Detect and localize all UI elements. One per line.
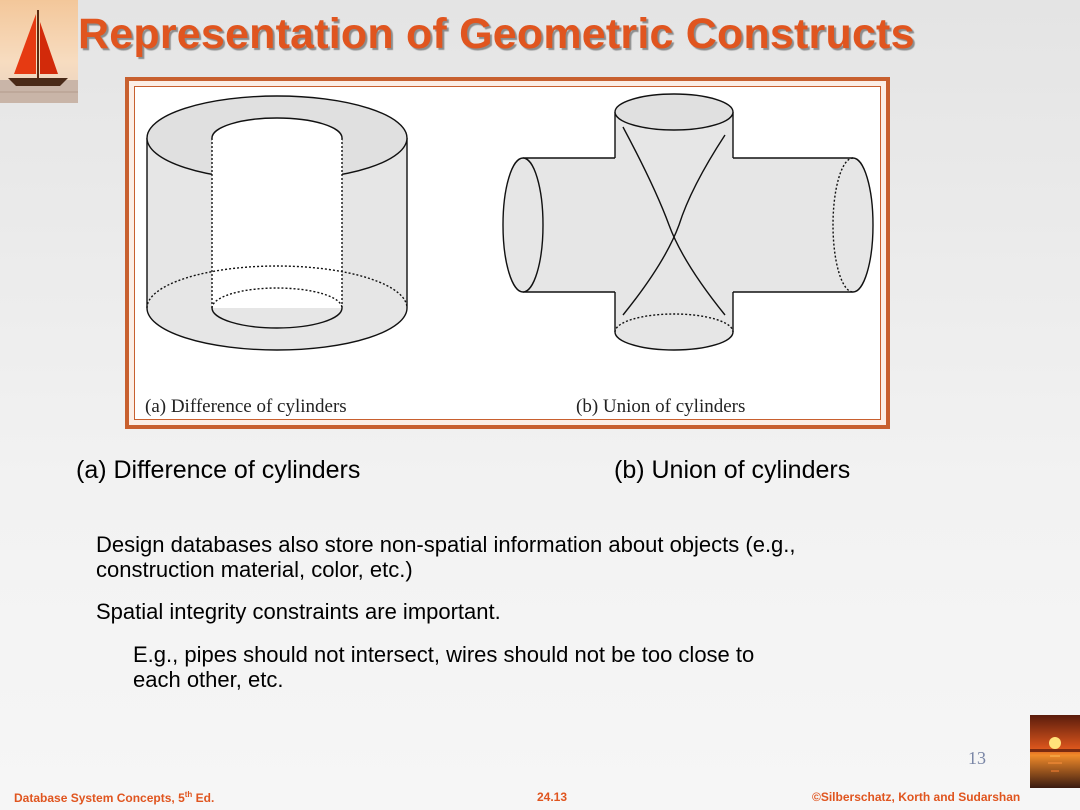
figure-panel [134,86,881,420]
footer-copyright: ©Silberschatz, Korth and Sudarshan [812,790,1021,804]
figure-label-a: (a) Difference of cylinders [145,396,347,417]
bullet-line: E.g., pipes should not intersect, wires should not be too close to [133,642,755,667]
bullet-line: each other, etc. [133,667,284,692]
bullet-line: construction material, color, etc.) [96,557,413,582]
slide-title: Representation of Geometric Constructs [78,10,915,58]
sub-bullet-example [133,642,754,692]
union-of-cylinders-drawing [503,94,873,350]
bullet-line: Spatial integrity constraints are important. [96,599,501,624]
figure-label-b: (b) Union of cylinders [576,396,746,417]
caption-a: (a) Difference of cylinders [76,456,361,484]
bullet-spatial-integrity [96,599,501,624]
sailboat-logo [0,0,78,103]
page-number: 13 [968,748,986,768]
footer-book-title: Database System Concepts, 5th Ed. [14,790,215,805]
difference-of-cylinders-drawing [147,96,407,350]
bullet-design-databases [96,532,796,582]
footer-slide-number: 24.13 [537,790,568,804]
caption-b: (b) Union of cylinders [614,456,851,484]
cylinders-figure [135,87,888,427]
figure-frame [125,77,890,429]
bullet-line: Design databases also store non-spatial information about objects (e.g., [96,532,796,557]
sunset-photo [1030,715,1080,788]
